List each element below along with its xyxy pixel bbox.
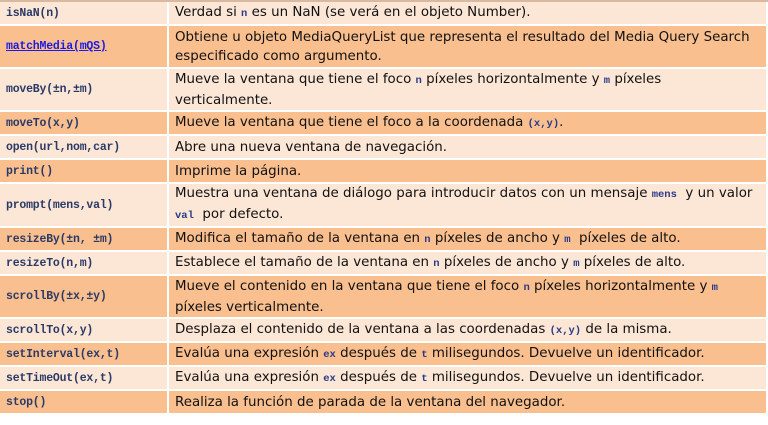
function-signature: scrollTo(x,y) — [6, 323, 94, 337]
description-text: píxeles de ancho y — [439, 254, 574, 270]
description-cell — [169, 26, 766, 69]
table-row — [0, 252, 766, 276]
inline-code: t — [421, 372, 428, 385]
description-text: Evalúa una expresión — [175, 369, 324, 385]
function-name-cell — [0, 276, 169, 319]
description-cell — [169, 136, 766, 160]
description-text: Verdad si — [175, 4, 242, 20]
description-cell — [169, 2, 766, 26]
function-name-cell — [0, 319, 169, 343]
function-signature: stop() — [6, 395, 47, 409]
table-row — [0, 276, 766, 319]
description-cell — [169, 391, 766, 415]
description-cell — [169, 276, 766, 319]
inline-code: mens — [651, 189, 677, 201]
table-row — [0, 184, 766, 228]
inline-code: n — [241, 7, 248, 20]
table-row — [0, 343, 766, 367]
inline-code: (x,y) — [549, 324, 582, 337]
function-signature: prompt(mens,val) — [6, 198, 114, 212]
description-text: píxeles verticalmente. — [175, 71, 666, 108]
description-text: Obtiene u objeto MediaQueryList que representa el resultado del Media Query Search especificado como argumento. — [175, 29, 754, 64]
function-name-cell — [0, 228, 169, 252]
table-row — [0, 112, 766, 136]
inline-code: n — [523, 281, 530, 294]
inline-code: n — [433, 257, 440, 270]
table-row — [0, 136, 766, 160]
description-text: y un valor — [676, 186, 757, 201]
description-cell — [169, 69, 766, 112]
description-text: píxeles horizontalmente y — [421, 71, 604, 87]
description-text: por defecto. — [193, 207, 284, 222]
function-name-cell — [0, 252, 169, 276]
description-text: Mueve la ventana que tiene el foco a la coordenada — [175, 114, 528, 130]
function-signature: resizeBy(±n, ±m) — [6, 232, 114, 246]
description-text: píxeles de ancho y — [430, 230, 565, 246]
function-signature: scrollBy(±x,±y) — [6, 290, 107, 303]
function-signature: print() — [6, 164, 53, 178]
description-text: Muestra una ventana de diálogo para introducir datos con un mensaje — [175, 186, 652, 201]
description-text: píxeles de alto. — [570, 230, 681, 246]
function-signature: setTimeOut(ex,t) — [6, 371, 114, 385]
function-name-cell — [0, 26, 169, 69]
table-row — [0, 367, 766, 391]
function-name-cell — [0, 391, 169, 415]
function-name-cell — [0, 2, 169, 26]
function-name-cell — [0, 343, 169, 367]
inline-code: m — [564, 233, 571, 246]
function-name-cell — [0, 160, 169, 184]
description-text: Establece el tamaño de la ventana en — [175, 254, 434, 270]
description-cell — [169, 343, 766, 367]
description-text: milisegundos. Devuelve un identificador. — [427, 345, 705, 361]
window-methods-table — [0, 2, 766, 415]
description-text: es un NaN (se verá en el objeto Number). — [247, 4, 531, 20]
table-row — [0, 160, 766, 184]
description-text: Mueve la ventana que tiene el foco — [175, 71, 416, 87]
description-text: después de — [335, 345, 422, 361]
function-signature: resizeTo(n,m) — [6, 256, 94, 270]
function-name-cell — [0, 367, 169, 391]
table-body — [0, 2, 766, 415]
inline-code: ex — [323, 348, 336, 361]
description-cell — [169, 228, 766, 252]
function-link[interactable]: matchMedia(mQS) — [6, 40, 107, 53]
description-text: píxeles horizontalmente y — [529, 278, 712, 294]
description-text: Mueve el contenido en la ventana que tiene el foco — [175, 278, 524, 294]
description-text: después de — [335, 369, 422, 385]
description-text: píxeles verticalmente. — [175, 278, 723, 315]
inline-code: m — [573, 257, 580, 270]
description-cell — [169, 367, 766, 391]
inline-code: (x,y) — [527, 117, 560, 130]
table-row — [0, 228, 766, 252]
function-name-cell — [0, 136, 169, 160]
description-text: Modifica el tamaño de la ventana en — [175, 230, 425, 246]
inline-code: ex — [323, 372, 336, 385]
function-name-cell — [0, 184, 169, 228]
table-row — [0, 69, 766, 112]
function-signature: setInterval(ex,t) — [6, 347, 120, 361]
description-cell — [169, 252, 766, 276]
description-text: . — [559, 114, 564, 130]
inline-code: n — [415, 74, 422, 87]
description-text: Realiza la función de parada de la ventana del navegador. — [175, 394, 566, 410]
function-name-cell — [0, 112, 169, 136]
function-signature: moveBy(±n,±m) — [6, 83, 94, 96]
inline-code: val — [175, 210, 194, 222]
table-row — [0, 26, 766, 69]
description-text: píxeles de alto. — [579, 254, 686, 270]
description-text: Evalúa una expresión — [175, 345, 324, 361]
table-row — [0, 319, 766, 343]
description-text: milisegundos. Devuelve un identificador. — [427, 369, 705, 385]
description-cell — [169, 160, 766, 184]
description-text: Imprime la página. — [175, 163, 302, 179]
inline-code: m — [603, 74, 611, 87]
description-cell — [169, 184, 766, 228]
description-text: de la misma. — [581, 321, 672, 337]
function-signature: isNaN(n) — [6, 6, 60, 20]
inline-code: t — [421, 348, 428, 361]
function-name-cell — [0, 69, 169, 112]
description-cell — [169, 112, 766, 136]
function-signature: moveTo(x,y) — [6, 116, 80, 130]
description-text: Abre una nueva ventana de navegación. — [175, 139, 448, 155]
inline-code: n — [424, 233, 431, 246]
inline-code: m — [711, 281, 718, 294]
description-text: Desplaza el contenido de la ventana a las coordenadas — [175, 321, 550, 337]
table-row — [0, 2, 766, 26]
function-signature: open(url,nom,car) — [6, 140, 120, 154]
table-row — [0, 391, 766, 415]
description-cell — [169, 319, 766, 343]
